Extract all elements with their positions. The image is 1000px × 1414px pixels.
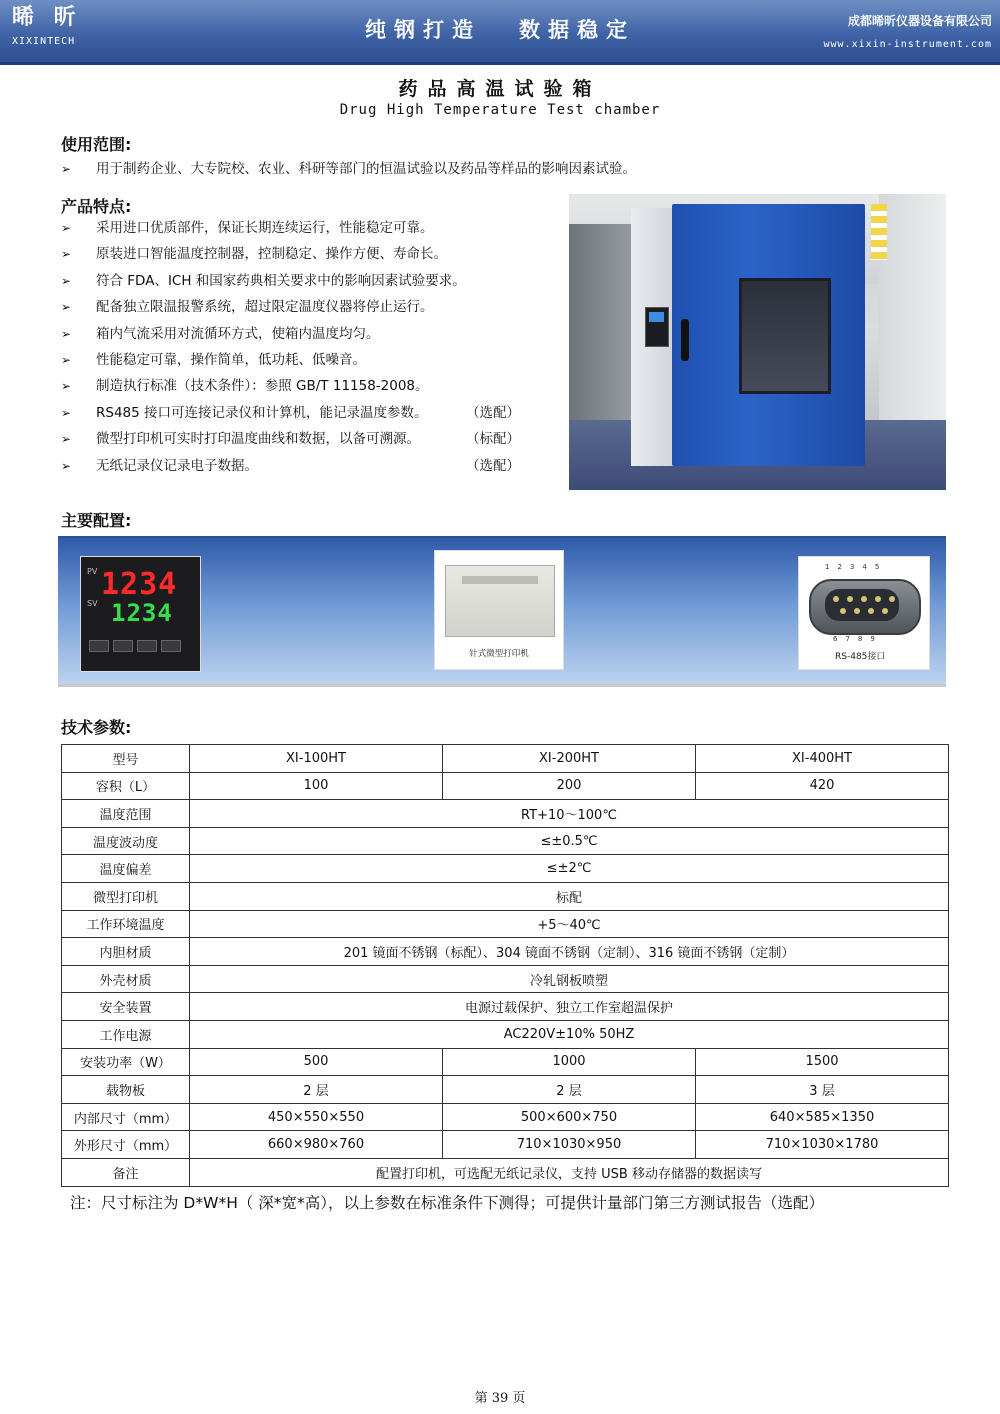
db9-connector-face [825,589,899,621]
company-url[interactable]: www.xixin-instrument.com [823,39,992,50]
arrow-bullet-icon: ➢ [61,352,72,367]
warning-labels [871,204,887,260]
feature-item [61,295,466,321]
printer-paper-slot [462,576,538,584]
feature-text: 微型打印机可实时打印温度曲线和数据，以备可溯源。 [96,431,420,448]
arrow-bullet-icon: ➢ [61,405,72,420]
slogan-right: 数据稳定 [519,18,635,42]
specs-heading: 技术参数: [61,718,132,737]
rs485-pin-numbers-top: 12345 [825,563,888,571]
spec-value: 标配 [190,882,949,910]
rs485-connector-image [798,556,930,670]
feature-text: 配备独立限温报警系统，超过限定温度仪器将停止运行。 [96,299,434,316]
features-list [61,216,520,480]
spec-row [62,910,949,938]
spec-table-body [62,745,949,1187]
spec-label: 外壳材质 [62,965,190,993]
header-banner [0,0,1000,65]
spec-label: 型号 [62,745,190,773]
db9-pin [833,596,839,602]
spec-label: 温度偏差 [62,855,190,883]
arrow-bullet-icon: ➢ [61,379,72,394]
db9-pin [875,596,881,602]
spec-value: ≤±0.5℃ [190,827,949,855]
company-name: 成都晞昕仪器设备有限公司 [847,14,992,28]
rs485-caption: RS-485接口 [835,652,886,662]
spec-label: 安装功率（W） [62,1048,190,1076]
spec-label: 安全装置 [62,993,190,1021]
spec-value: 2 层 [443,1076,696,1104]
page-number: 第 39 页 [474,1391,526,1406]
feature-item [61,374,466,400]
spec-value: 1000 [443,1048,696,1076]
controller-pv-display: 1234 [101,567,178,602]
spec-value: 500×600×750 [443,1103,696,1131]
feature-text: 无纸记录仪记录电子数据。 [96,457,258,474]
spec-value: 660×980×760 [190,1131,443,1159]
spec-value: XI-400HT [696,745,949,773]
spec-value: 电源过载保护、独立工作室超温保护 [190,993,949,1021]
controller-key [137,640,157,652]
feature-item [61,401,520,427]
spec-label: 容积（L） [62,772,190,800]
feature-item [61,454,520,480]
spec-note: 注：尺寸标注为 D*W*H（ 深*宽*高），以上参数在标准条件下测得；可提供计量部门第三方测试报告（选配） [70,1194,825,1212]
spec-row [62,772,949,800]
spec-value: ≤±2℃ [190,855,949,883]
spec-value: 710×1030×950 [443,1131,696,1159]
chamber-handle [681,319,689,361]
spec-value: XI-100HT [190,745,443,773]
spec-value: 201 镜面不锈钢（标配）、304 镜面不锈钢（定制）、316 镜面不锈钢（定制） [190,938,949,966]
spec-value: 冷轧钢板喷塑 [190,965,949,993]
db9-pin [840,608,846,614]
spec-label: 内部尺寸（mm） [62,1103,190,1131]
spec-label: 微型打印机 [62,882,190,910]
db9-pin [854,608,860,614]
brand-name-cn: 晞 昕 [12,5,82,30]
spec-value: 200 [443,772,696,800]
spec-label: 工作电源 [62,1020,190,1048]
feature-tag: （选配） [466,404,520,421]
spec-row [62,745,949,773]
arrow-bullet-icon: ➢ [61,273,72,288]
spec-row [62,1048,949,1076]
spec-label: 温度波动度 [62,827,190,855]
chamber-control-panel [645,307,669,347]
slogan-left: 纯钢打造 [365,18,481,42]
spec-label: 工作环境温度 [62,910,190,938]
spec-row [62,1020,949,1048]
company-info [824,12,993,50]
micro-printer-image [434,550,564,670]
db9-pin [868,608,874,614]
feature-tag: （标配） [466,431,520,448]
controller-pv-label: PV [87,567,98,576]
db9-pin [889,596,895,602]
temperature-controller-image [80,556,201,672]
spec-row [62,965,949,993]
feature-text: 采用进口优质部件，保证长期连续运行，性能稳定可靠。 [96,220,434,236]
feature-text: 制造执行标准（技术条件）：参照 GB/T 11158-2008。 [96,378,429,395]
config-strip [58,536,946,687]
brand-logo [12,4,82,47]
spec-label: 备注 [62,1158,190,1186]
spec-value: 450×550×550 [190,1103,443,1131]
spec-row [62,938,949,966]
feature-item [61,269,466,295]
arrow-bullet-icon: ➢ [61,432,72,447]
feature-item [61,322,466,348]
product-title-cn: 药品高温试验箱 [398,78,602,100]
feature-tag: （选配） [466,457,520,474]
spec-value: 100 [190,772,443,800]
feature-text: 性能稳定可靠，操作简单，低功耗、低噪音。 [96,351,366,368]
slogan [330,14,670,44]
usage-list [61,157,636,183]
controller-key [113,640,133,652]
arrow-bullet-icon: ➢ [61,326,72,341]
spec-label: 内胆材质 [62,938,190,966]
spec-value: +5～40℃ [190,910,949,938]
spec-value: RT+10～100℃ [190,800,949,828]
arrow-bullet-icon: ➢ [61,221,72,235]
spec-row [62,993,949,1021]
printer-caption: 针式微型打印机 [469,649,529,659]
usage-item [61,157,636,183]
db9-connector-icon [809,579,921,635]
features-heading: 产品特点: [61,197,132,216]
controller-sv-label: SV [87,599,98,608]
arrow-bullet-icon: ➢ [61,458,72,473]
spec-label: 温度范围 [62,800,190,828]
controller-sv-display: 1234 [111,599,173,627]
spec-label: 外形尺寸（mm） [62,1131,190,1159]
usage-item-text: 用于制药企业、大专院校、农业、科研等部门的恒温试验以及药品等样品的影响因素试验。 [96,161,636,177]
spec-row [62,1076,949,1104]
spec-row [62,855,949,883]
feature-item [61,242,466,268]
feature-item [61,427,520,453]
product-title-en: Drug High Temperature Test chamber [339,102,661,118]
spec-value: 配置打印机，可选配无纸记录仪，支持 USB 移动存储器的数据读写 [190,1158,949,1186]
feature-item [61,216,466,242]
spec-row [62,827,949,855]
printer-body [445,565,555,637]
db9-pin [882,608,888,614]
spec-row [62,800,949,828]
product-photo [569,194,946,490]
spec-value: 710×1030×1780 [696,1131,949,1159]
spec-row [62,1131,949,1159]
spec-value: 3 层 [696,1076,949,1104]
controller-key [161,640,181,652]
config-heading: 主要配置: [61,511,132,530]
spec-row [62,1158,949,1186]
usage-heading: 使用范围: [61,135,132,154]
spec-value: 640×585×1350 [696,1103,949,1131]
rs485-pin-numbers-bottom: 6789 [833,635,883,643]
feature-text: 符合 FDA、ICH 和国家药典相关要求中的影响因素试验要求。 [96,272,466,289]
spec-table [61,744,949,1187]
arrow-bullet-icon: ➢ [61,247,72,262]
arrow-bullet-icon: ➢ [61,300,72,315]
arrow-bullet-icon: ➢ [61,162,72,176]
spec-row [62,882,949,910]
feature-text: RS485 接口可连接记录仪和计算机，能记录温度参数。 [96,404,428,421]
feature-text: 原装进口智能温度控制器，控制稳定、操作方便、寿命长。 [96,246,447,263]
controller-key [89,640,109,652]
spec-value: XI-200HT [443,745,696,773]
spec-label: 载物板 [62,1076,190,1104]
brand-name-en: XIXINTECH [12,36,76,47]
spec-value: 420 [696,772,949,800]
chamber-window [739,278,831,394]
chamber-display [649,312,664,322]
db9-pin [861,596,867,602]
feature-item [61,348,466,374]
spec-row [62,1103,949,1131]
db9-pin [847,596,853,602]
feature-text: 箱内气流采用对流循环方式，使箱内温度均匀。 [96,325,380,342]
spec-value: 500 [190,1048,443,1076]
controller-keys [89,637,185,656]
spec-value: AC220V±10% 50HZ [190,1020,949,1048]
spec-value: 1500 [696,1048,949,1076]
spec-value: 2 层 [190,1076,443,1104]
